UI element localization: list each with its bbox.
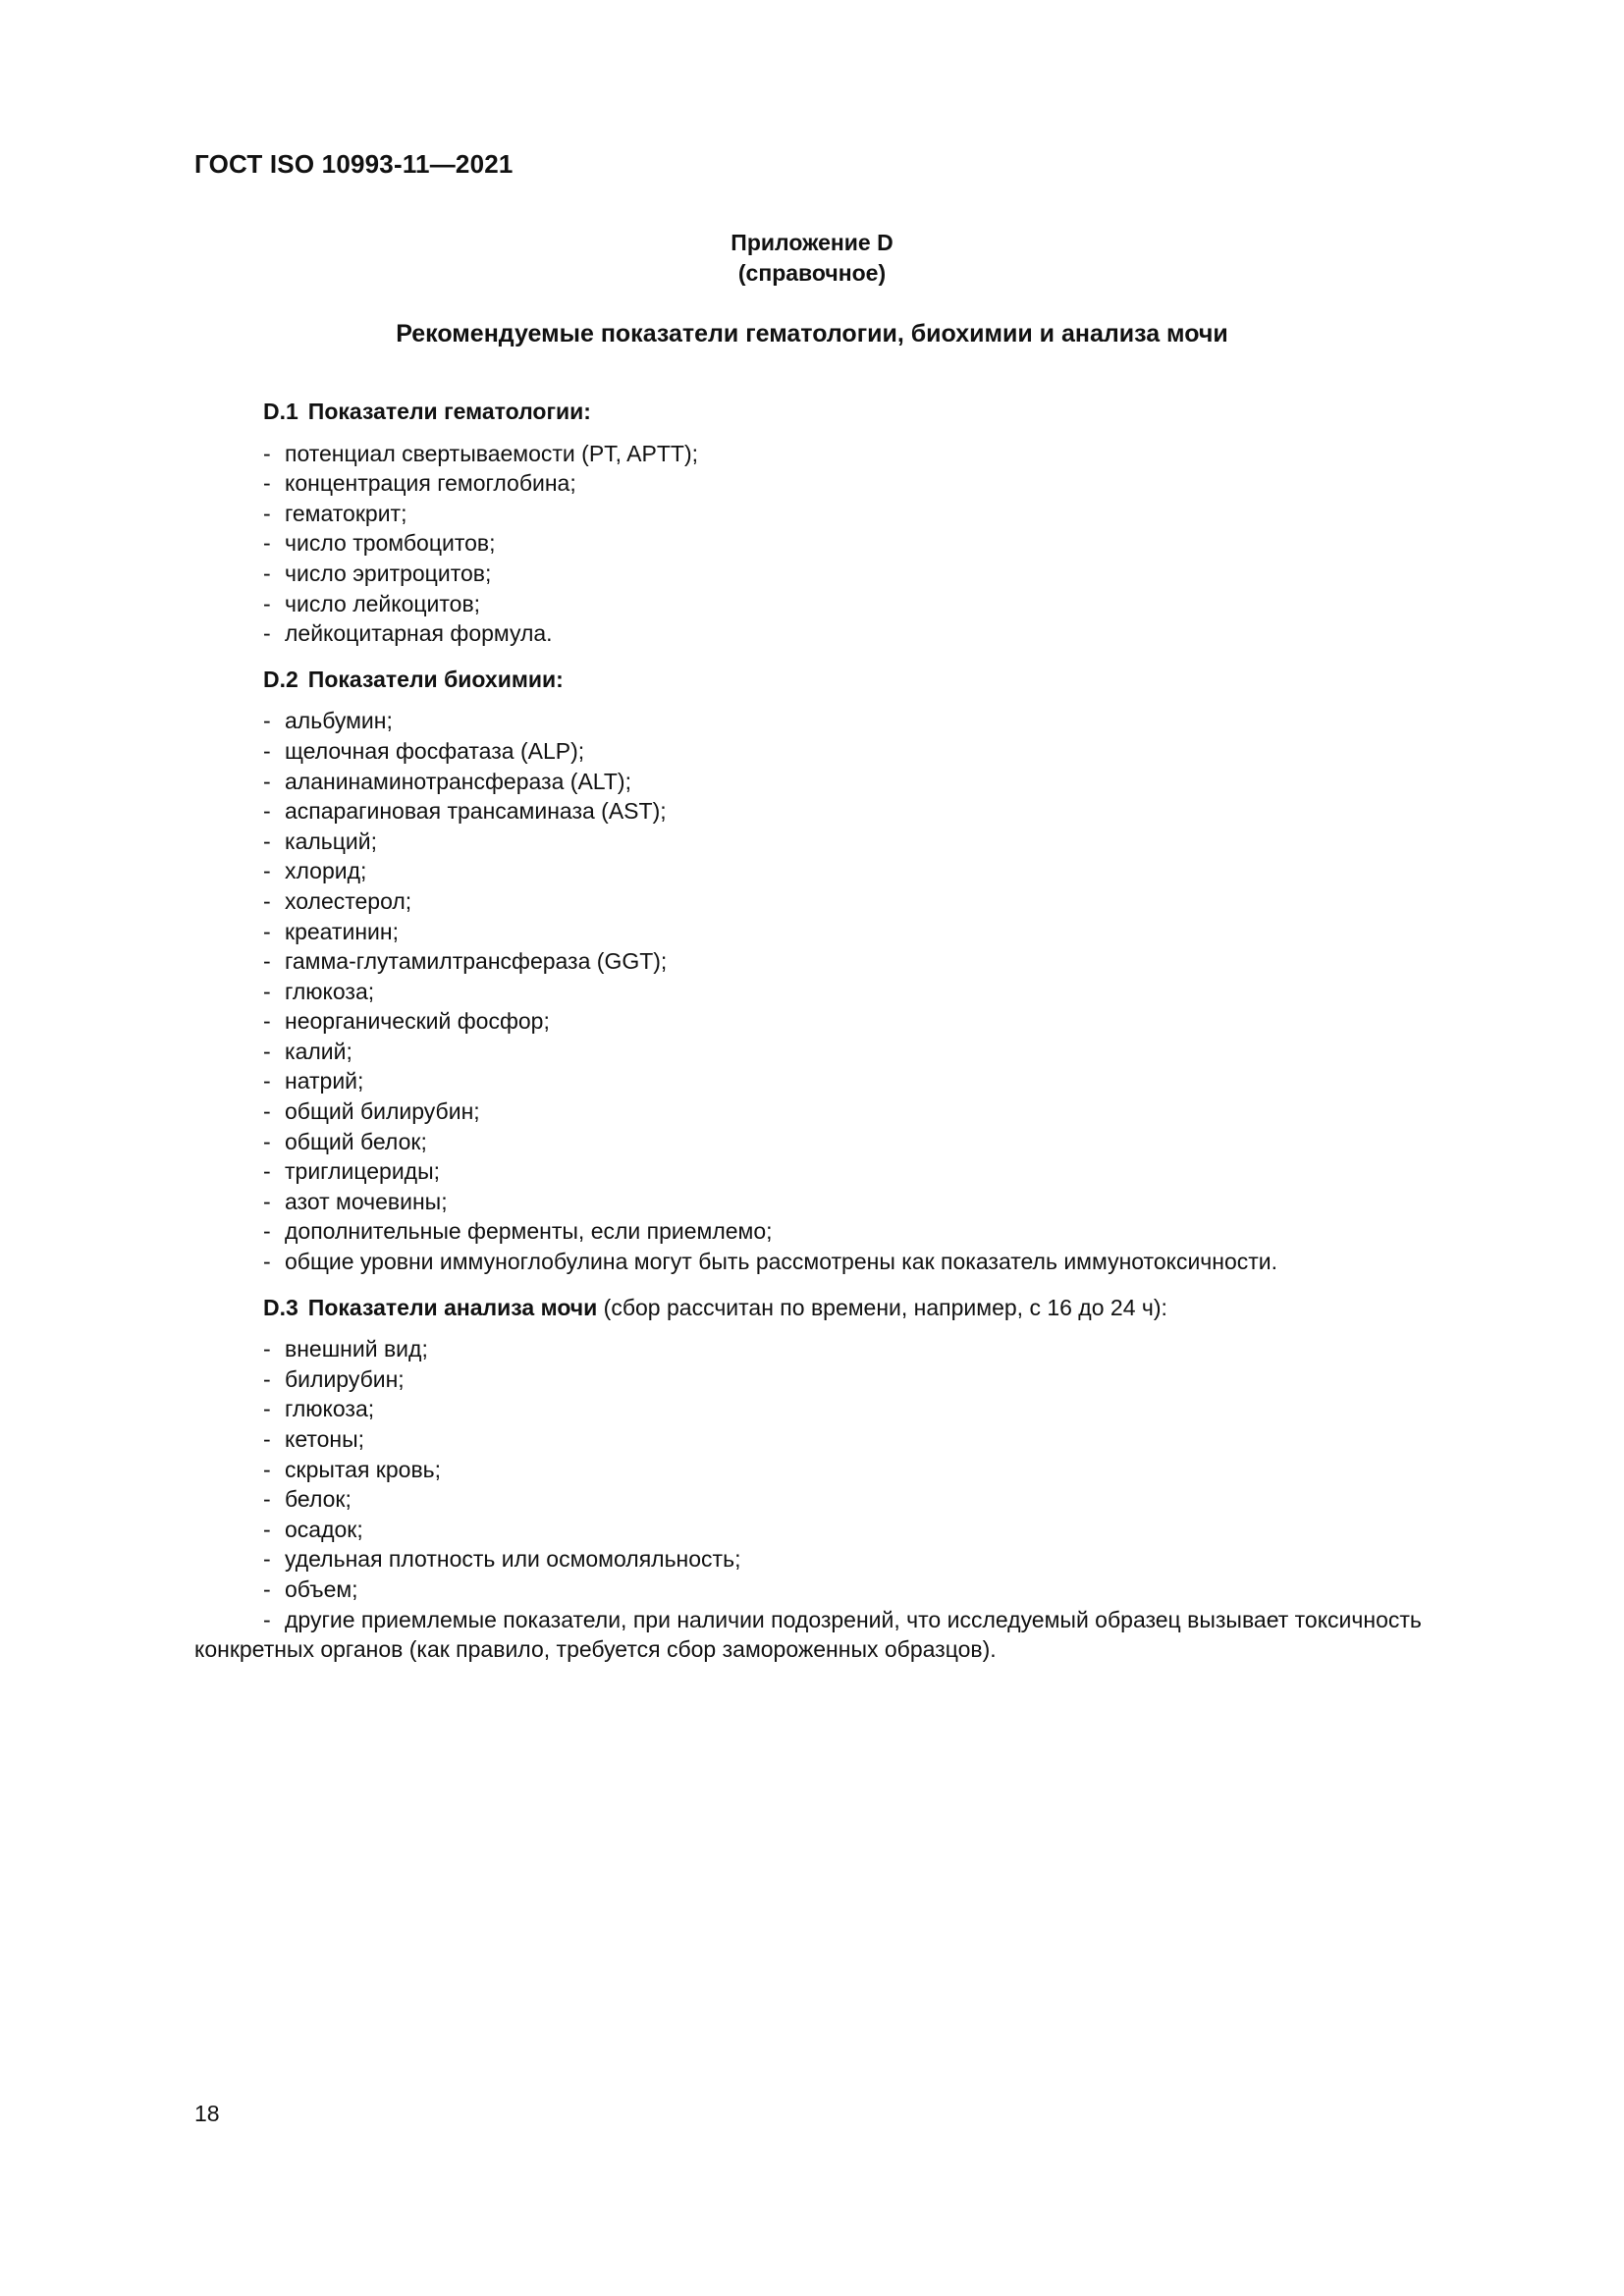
- annex-heading: [0, 228, 1624, 289]
- list-item: - число эритроцитов;: [263, 560, 492, 586]
- list-item: - скрытая кровь;: [263, 1456, 442, 1482]
- document-code: ГОСТ ISO 10993-11—2021: [194, 149, 514, 179]
- section-d3-list: [194, 1334, 1520, 1665]
- list-item: - кальций;: [263, 828, 378, 854]
- list-item: - калий;: [263, 1038, 352, 1064]
- content-body: [194, 397, 1520, 1681]
- list-item: - внешний вид;: [263, 1336, 428, 1362]
- section-d1-title: Показатели гематологии:: [307, 399, 591, 424]
- list-item: - лейкоцитарная формула.: [263, 620, 553, 647]
- list-item: - кетоны;: [263, 1426, 365, 1452]
- page-number: 18: [194, 2101, 220, 2126]
- list-item: - потенциал свертываемости (PT, APTT);: [263, 440, 698, 466]
- section-d2-number: D.2: [263, 666, 298, 692]
- list-item: - аспарагиновая трансаминаза (AST);: [263, 798, 667, 825]
- main-title: Рекомендуемые показатели гематологии, биохимии и анализа мочи: [396, 320, 1228, 347]
- section-d1-list: [194, 439, 1520, 649]
- list-item: - гематокрит;: [263, 500, 407, 526]
- list-item: - белок;: [263, 1486, 352, 1513]
- list-item: - аланинаминотрансфераза (ALT);: [263, 768, 631, 794]
- list-item: - число тромбоцитов;: [263, 530, 496, 557]
- list-item: - щелочная фосфатаза (ALP);: [263, 737, 585, 764]
- section-d3-number: D.3: [263, 1294, 298, 1320]
- section-d3-heading: [263, 1293, 1520, 1323]
- list-item: - холестерол;: [263, 887, 412, 914]
- list-item: - триглицериды;: [263, 1158, 441, 1185]
- list-item: - общий билирубин;: [263, 1098, 480, 1125]
- list-item: - концентрация гемоглобина;: [263, 470, 576, 497]
- list-item: - общие уровни иммуноглобулина могут быть рассмотрены как показатель иммунотоксичности.: [263, 1249, 1278, 1275]
- section-d3-note: (сбор рассчитан по времени, например, с 16 до 24 ч):: [597, 1294, 1167, 1320]
- list-item: - альбумин;: [263, 708, 393, 734]
- list-item: - общий белок;: [263, 1128, 427, 1154]
- section-d2-title: Показатели биохимии:: [307, 666, 564, 692]
- list-item: - билирубин;: [263, 1365, 405, 1392]
- list-item: - глюкоза;: [263, 978, 375, 1004]
- list-item: - неорганический фосфор;: [263, 1008, 550, 1035]
- list-item: - число лейкоцитов;: [263, 590, 481, 616]
- list-item: - хлорид;: [263, 858, 367, 884]
- list-item: - гамма-глутамилтрансфераза (GGT);: [263, 948, 668, 975]
- list-item: - другие приемлемые показатели, при наличии подозрений, что исследуемый образец вызывает токсичность конкретных органов (как правило, требуется сбор замороженных образцов).: [194, 1606, 1422, 1663]
- section-d2-list: [194, 706, 1520, 1276]
- list-item: - креатинин;: [263, 918, 399, 944]
- section-d1-number: D.1: [263, 399, 298, 424]
- list-item: - объем;: [263, 1575, 358, 1602]
- list-item: - глюкоза;: [263, 1396, 375, 1422]
- list-item: - осадок;: [263, 1516, 363, 1542]
- annex-subtitle: (справочное): [737, 260, 887, 286]
- section-d3-title: Показатели анализа мочи: [307, 1294, 598, 1320]
- annex-title: Приложение D: [731, 230, 893, 255]
- list-item: - натрий;: [263, 1068, 364, 1095]
- list-item: - азот мочевины;: [263, 1188, 448, 1214]
- list-item: - удельная плотность или осмомоляльность;: [263, 1546, 741, 1573]
- section-d1-heading: [263, 397, 1520, 427]
- list-item: - дополнительные ферменты, если приемлемо;: [263, 1218, 773, 1245]
- section-d2-heading: [263, 665, 1520, 695]
